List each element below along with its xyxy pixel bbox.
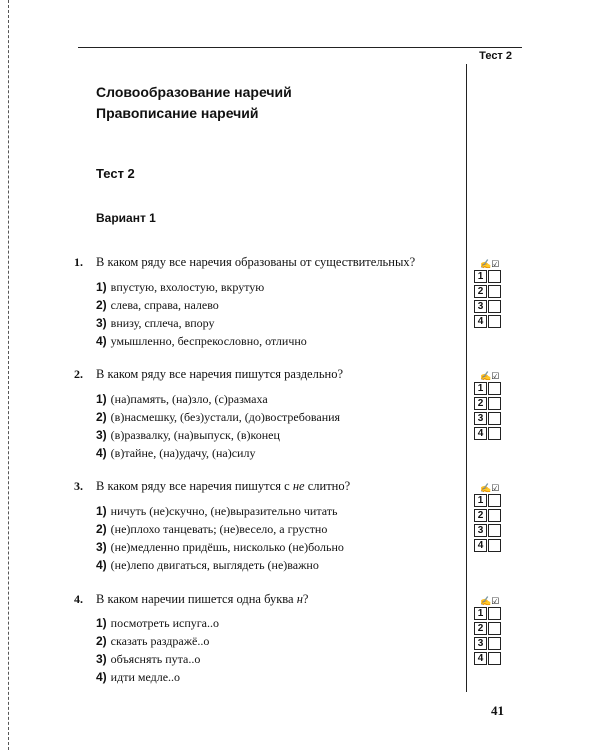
- answer-checkbox[interactable]: [488, 382, 501, 395]
- question-2-number: 2.: [74, 367, 83, 381]
- question-3-option-1: 1) ничуть (не)скучно, (не)выразительно читать: [96, 504, 338, 518]
- question-1-number: 1.: [74, 255, 83, 269]
- answer-box-label: 3: [474, 524, 487, 537]
- answer-box-label: 2: [474, 397, 487, 410]
- question-1-answer-grid: [474, 258, 516, 330]
- answer-checkbox[interactable]: [488, 494, 501, 507]
- answer-box-label: 2: [474, 509, 487, 522]
- test-title: Тест 2: [96, 166, 135, 181]
- pencil-check-icon: ✍☑: [480, 371, 500, 381]
- question-4-option-1: 1) посмотреть испуга..о: [96, 616, 220, 630]
- answer-box-label: 2: [474, 622, 487, 635]
- variant-label: Вариант 1: [96, 211, 156, 225]
- answer-checkbox[interactable]: [488, 427, 501, 440]
- answer-checkbox[interactable]: [488, 270, 501, 283]
- answer-box-label: 1: [474, 382, 487, 395]
- answer-checkbox[interactable]: [488, 509, 501, 522]
- question-4-answer-grid: [474, 595, 516, 667]
- question-2-option-4: 4) (в)тайне, (на)удачу, (на)силу: [96, 446, 256, 460]
- pencil-check-icon: ✍☑: [480, 259, 500, 269]
- question-3-text: В каком ряду все наречия пишутся с не слитно?: [96, 479, 351, 493]
- section-title-2: Правописание наречий: [96, 105, 259, 121]
- answer-checkbox[interactable]: [488, 412, 501, 425]
- question-2-option-2: 2) (в)насмешку, (без)устали, (до)востребования: [96, 410, 341, 424]
- answer-checkbox[interactable]: [488, 524, 501, 537]
- answer-checkbox[interactable]: [488, 622, 501, 635]
- cut-line: [8, 0, 9, 750]
- question-4-option-4: 4) идти медле..о: [96, 670, 181, 684]
- header-test-label: Тест 2: [479, 50, 512, 62]
- question-3-option-4: 4) (не)лепо двигаться, выглядеть (не)важно: [96, 558, 319, 572]
- question-2-answer-grid: [474, 370, 516, 442]
- question-2-text: В каком ряду все наречия пишутся раздельно?: [96, 367, 344, 381]
- header-rule: [78, 47, 522, 48]
- question-3-option-2: 2) (не)плохо танцевать; (не)весело, а грустно: [96, 522, 328, 536]
- question-1-option-4: 4) умышленно, беспрекословно, отлично: [96, 334, 307, 348]
- answer-box-label: 3: [474, 300, 487, 313]
- section-title-1: Словообразование наречий: [96, 84, 292, 100]
- answer-checkbox[interactable]: [488, 300, 501, 313]
- question-4-option-2: 2) сказать раздражё..о: [96, 634, 210, 648]
- question-3-number: 3.: [74, 479, 83, 493]
- answer-column-rule: [466, 64, 467, 692]
- question-2-option-1: 1) (на)память, (на)зло, (с)размаха: [96, 392, 268, 406]
- question-1-option-1: 1) впустую, вхолостую, вкрутую: [96, 280, 265, 294]
- answer-box-label: 3: [474, 637, 487, 650]
- answer-box-label: 2: [474, 285, 487, 298]
- question-4-option-3: 3) объяснять пута..о: [96, 652, 201, 666]
- question-4-number: 4.: [74, 592, 83, 606]
- answer-checkbox[interactable]: [488, 285, 501, 298]
- answer-box-label: 3: [474, 412, 487, 425]
- question-2-option-3: 3) (в)развалку, (на)выпуск, (в)конец: [96, 428, 280, 442]
- answer-checkbox[interactable]: [488, 607, 501, 620]
- answer-box-label: 4: [474, 315, 487, 328]
- answer-box-label: 4: [474, 427, 487, 440]
- answer-box-label: 1: [474, 494, 487, 507]
- answer-checkbox[interactable]: [488, 652, 501, 665]
- answer-box-label: 1: [474, 607, 487, 620]
- question-1-option-2: 2) слева, справа, налево: [96, 298, 219, 312]
- question-4-text: В каком наречии пишется одна буква н?: [96, 592, 309, 606]
- answer-checkbox[interactable]: [488, 397, 501, 410]
- answer-box-label: 1: [474, 270, 487, 283]
- question-3-answer-grid: [474, 482, 516, 554]
- question-3-option-3: 3) (не)медленно придёшь, нисколько (не)больно: [96, 540, 344, 554]
- answer-checkbox[interactable]: [488, 315, 501, 328]
- question-1-text: В каком ряду все наречия образованы от существительных?: [96, 255, 416, 269]
- pencil-check-icon: ✍☑: [480, 483, 500, 493]
- answer-checkbox[interactable]: [488, 637, 501, 650]
- page-number: 41: [491, 703, 504, 718]
- answer-checkbox[interactable]: [488, 539, 501, 552]
- answer-box-label: 4: [474, 652, 487, 665]
- pencil-check-icon: ✍☑: [480, 596, 500, 606]
- question-1-option-3: 3) внизу, сплеча, впору: [96, 316, 215, 330]
- answer-box-label: 4: [474, 539, 487, 552]
